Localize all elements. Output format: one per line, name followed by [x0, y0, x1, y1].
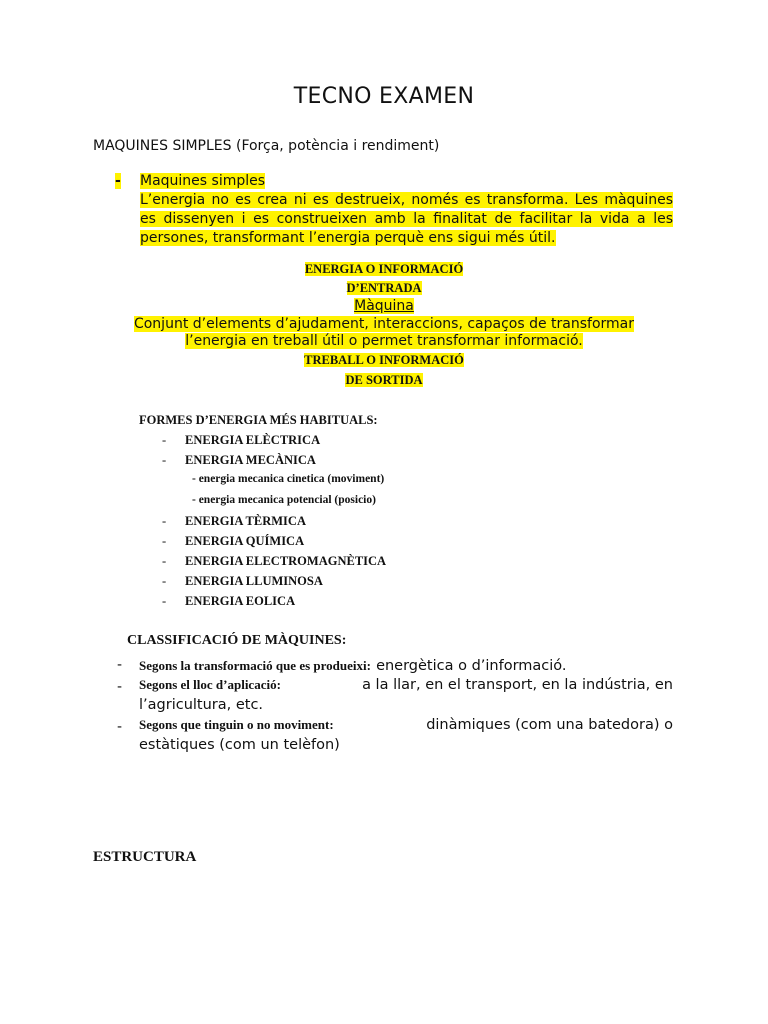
simple-machines-block — [140, 172, 673, 248]
list-dash: - — [117, 657, 123, 673]
list-dash: - — [162, 594, 167, 608]
classification-item — [139, 717, 673, 733]
list-dash: - — [162, 514, 167, 528]
classification-heading: CLASSIFICACIÓ DE MÀQUINES: — [127, 633, 347, 648]
output-line-1: TREBALL O INFORMACIÓ — [304, 353, 464, 367]
list-dash: - — [162, 433, 167, 447]
classification-text: energètica o d’informació. — [376, 658, 567, 674]
paragraph-line: L’energia no es crea ni es destrueix, només es transforma. Les màquines — [140, 192, 673, 208]
classification-text-continued: l’agricultura, etc. — [139, 697, 264, 713]
energy-form-item: ENERGIA ELÈCTRICA — [185, 433, 321, 447]
energy-form-item: ENERGIA TÈRMICA — [185, 514, 306, 528]
energy-forms-heading: FORMES D’ENERGIA MÉS HABITUALS: — [139, 413, 378, 427]
energy-form-item: ENERGIA EOLICA — [185, 594, 296, 608]
classification-item — [139, 655, 567, 674]
classification-text: dinàmiques (com una batedora) o — [426, 717, 673, 733]
energy-form-item: ENERGIA ELECTROMAGNÈTICA — [185, 554, 387, 568]
machine-label: Màquina — [354, 298, 414, 314]
classification-label: Segons la transformació que es produeixi: — [139, 658, 371, 673]
simple-machines-heading: Maquines simples — [140, 173, 266, 189]
list-dash: - — [162, 554, 167, 568]
structure-heading: ESTRUCTURA — [93, 849, 197, 865]
classification-label: Segons el lloc d’aplicació: — [139, 677, 281, 692]
page-title: TECNO EXAMEN — [293, 84, 475, 109]
paragraph-line: persones, transformant l’energia perquè ens sigui més útil. — [140, 230, 556, 246]
output-line-2: DE SORTIDA — [345, 373, 423, 387]
list-dash: - — [162, 534, 167, 548]
list-dash: - — [117, 719, 123, 735]
energy-subform-item: - energia mecanica potencial (posicio) — [192, 494, 376, 506]
paragraph-line: es dissenyen i es construeixen amb la finalitat de facilitar la vida a les — [140, 211, 673, 227]
list-dash: - — [162, 453, 167, 467]
input-energy-line-2: D’ENTRADA — [346, 281, 422, 295]
classification-text: a la llar, en el transport, en la indústria, en — [362, 677, 673, 693]
energy-form-item: ENERGIA LLUMINOSA — [185, 574, 323, 588]
list-dash: - — [162, 574, 167, 588]
energy-form-item: ENERGIA MECÀNICA — [185, 453, 316, 467]
section-subtitle: MAQUINES SIMPLES (Força, potència i rendiment) — [93, 138, 440, 154]
bullet-dash: - — [115, 173, 121, 189]
input-energy-line-1: ENERGIA O INFORMACIÓ — [304, 262, 464, 276]
energy-subform-item: - energia mecanica cinetica (moviment) — [192, 473, 385, 485]
machine-description-line-1: Conjunt d’elements d’ajudament, interaccions, capaços de transformar — [133, 316, 635, 332]
machine-description-line-2: l’energia en treball útil o permet transformar informació. — [185, 333, 583, 349]
energy-form-item: ENERGIA QUÍMICA — [185, 534, 305, 548]
classification-label: Segons que tinguin o no moviment: — [139, 717, 334, 732]
classification-item — [139, 677, 673, 693]
classification-text-continued: estàtiques (com un telèfon) — [139, 737, 340, 753]
list-dash: - — [117, 679, 123, 695]
